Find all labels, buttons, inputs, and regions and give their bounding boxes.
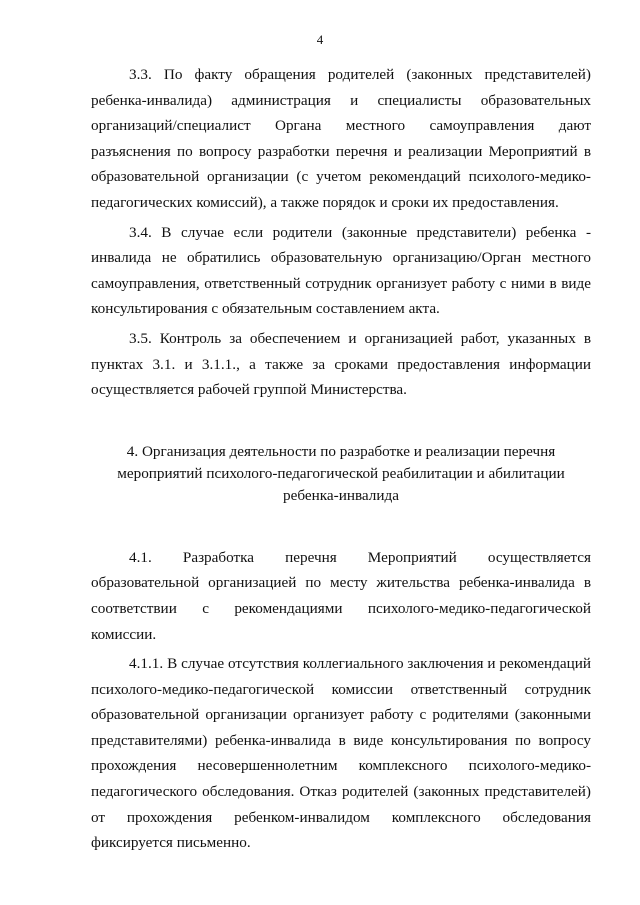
page-number: 4 xyxy=(316,32,324,47)
paragraph-3-3: 3.3. По факту обращения родителей (законных представителей) ребенка-инвалида) администрация и специалисты образовательных организаций/специалист Органа местного самоуправления дают разъяснения по вопросу разработки перечня и реализации Мероприятий в образовательной организации (с учетом рекомендаций психолого-медико-педагогических комиссий), а также порядок и сроки их предоставления. xyxy=(91,66,591,211)
document-body xyxy=(91,62,591,856)
paragraph-3-5: 3.5. Контроль за обеспечением и организацией работ, указанных в пунктах 3.1. и 3.1.1., а также за сроками предоставления информации осуществляется рабочей группой Министерства. xyxy=(91,329,591,399)
section-heading: 4. Организация деятельности по разработке и реализации перечня мероприятий психолого-педагогической реабилитации и абилитации ребенка-инвалида xyxy=(117,442,565,504)
paragraph-3-4: 3.4. В случае если родители (законные представители) ребенка - инвалида не обратились образовательную организацию/Орган местного самоуправления, ответственный сотрудник организует работу с ними в виде консультирования с обязательным составлением акта. xyxy=(91,223,591,318)
paragraph-4-1-1: 4.1.1. В случае отсутствия коллегиального заключения и рекомендаций психолого-медико-педагогической комиссии ответственный сотрудник образовательной организации организует работу с родителями (законными представителями) ребенка-инвалида в виде консультирования по вопросу прохождения несовершеннолетним комплексного психолого-медико-педагогического обследования. Отказ родителей (законных представителей) от прохождения ребенком-инвалидом комплексного обследования фиксируется письменно. xyxy=(91,655,591,852)
paragraph-4-1: 4.1. Разработка перечня Мероприятий осуществляется образовательной организацией по месту жительства ребенка-инвалида в соответствии с рекомендациями психолого-медико-педагогической комиссии. xyxy=(91,548,591,643)
